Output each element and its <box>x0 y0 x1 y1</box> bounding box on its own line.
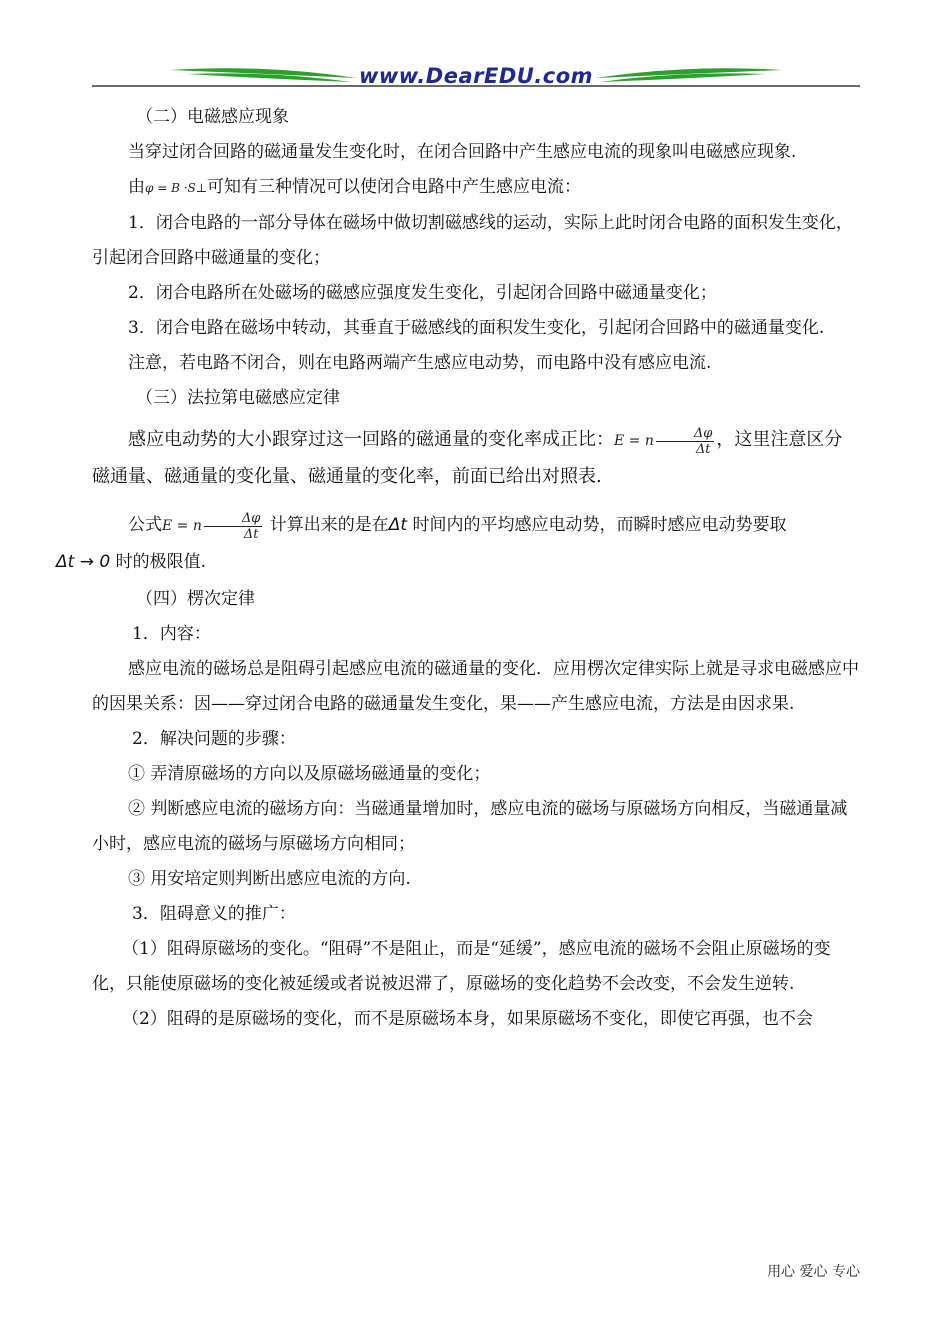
faraday-formula: E = n $\frac{\Delta\varphi}{\Delta t}$ <box>162 510 261 542</box>
subsection-title: 2．解决问题的步骤： <box>132 729 296 749</box>
paragraph: 当穿过闭合回路的磁通量发生变化时，在闭合回路中产生感应电流的现象叫电磁感应现象. <box>128 142 797 162</box>
paragraph: （1）阻碍原磁场的变化。“阻碍”不是阻止，而是“延缓”，感应电流的磁场不会阻止原磁场的变化，只能使原磁场的变化被延缓或者说被迟滞了，原磁场的变化趋势不会改变，不会发生逆转. <box>92 939 831 994</box>
step-item: ① 弄清原磁场的方向以及原磁场磁通量的变化； <box>128 764 491 784</box>
paragraph: 公式E = n $\frac{\Delta\varphi}{\Delta t}$ 计算出来的是在Δt 时间内的平均感应电动势，而瞬时感应电动势要取 Δt → 0 时的极限值. <box>56 510 787 572</box>
paragraph: 感应电动势的大小跟穿过这一回路的磁通量的变化率成正比：E = n $\frac{\Delta\varphi}{\Delta t}$ ，这里注意区分磁通量、磁通量的变化量、磁通量的变化率，前面已给出对照表. <box>92 425 843 487</box>
document-body <box>56 100 860 1037</box>
list-item: 2．闭合电路所在处磁场的磁感应强度发生变化，引起闭合回路中磁通量变化； <box>128 283 717 303</box>
section-title: （二）电磁感应现象 <box>136 107 289 127</box>
subsection-title: 1．内容： <box>132 624 211 644</box>
limit-symbol: Δt → 0 <box>56 552 111 572</box>
faraday-formula: E = n $\frac{\Delta\varphi}{\Delta t}$ <box>614 425 713 457</box>
page-header <box>92 62 860 92</box>
section-title: （三）法拉第电磁感应定律 <box>136 388 340 408</box>
paragraph: 感应电流的磁场总是阻碍引起感应电流的磁通量的变化．应用楞次定律实际上就是寻求电磁感应中的因果关系：因——穿过闭合电路的磁通量发生变化，果——产生感应电流，方法是由因求果. <box>92 659 859 714</box>
site-url: www.DearEDU.com <box>358 64 594 88</box>
paragraph: 由φ = B ·S⊥可知有三种情况可以使闭合电路中产生感应电流： <box>128 177 582 197</box>
footer-slogan: 用心 爱心 专心 <box>767 1264 860 1280</box>
step-item: ③ 用安培定则判断出感应电流的方向. <box>128 869 411 889</box>
flux-formula: φ = B ·S⊥ <box>145 181 208 195</box>
list-item: 1．闭合电路的一部分导体在磁场中做切割磁感线的运动，实际上此时闭合电路的面积发生变化，引起闭合回路中磁通量的变化； <box>92 213 853 268</box>
subsection-title: 3．阻碍意义的推广： <box>132 904 296 924</box>
list-item: 3．闭合电路在磁场中转动，其垂直于磁感线的面积发生变化，引起闭合回路中的磁通量变化. <box>128 318 825 338</box>
section-title: （四）楞次定律 <box>136 589 255 609</box>
delta-t-symbol: Δt <box>388 515 408 535</box>
paragraph: 注意，若电路不闭合，则在电路两端产生感应电动势，而电路中没有感应电流. <box>128 353 712 373</box>
step-item: ② 判断感应电流的磁场方向：当磁通量增加时，感应电流的磁场与原磁场方向相反，当磁通量减小时，感应电流的磁场与原磁场方向相同； <box>92 799 848 854</box>
paragraph: （2）阻碍的是原磁场的变化，而不是原磁场本身，如果原磁场不变化，即使它再强，也不会 <box>122 1009 813 1029</box>
